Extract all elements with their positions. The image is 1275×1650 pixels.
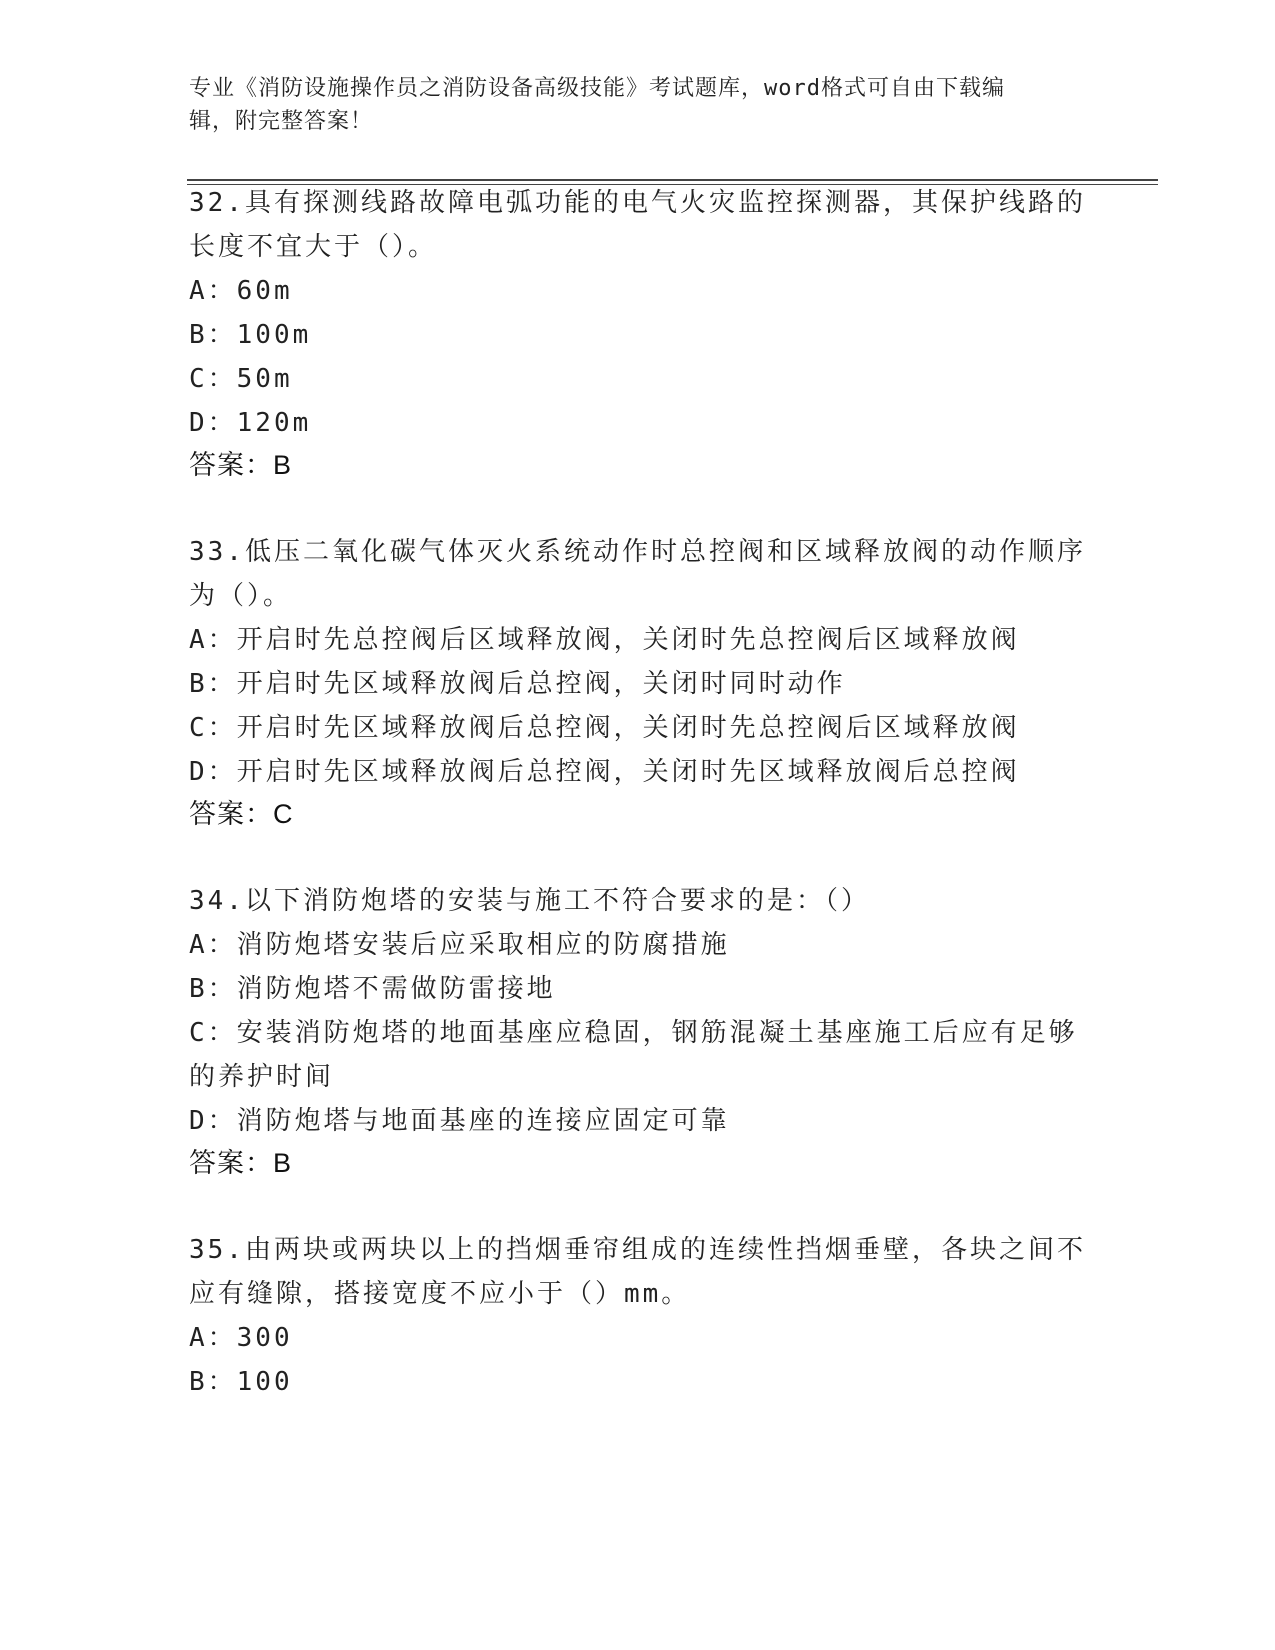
option-a: A：开启时先总控阀后区域释放阀，关闭时先总控阀后区域释放阀	[189, 625, 1020, 655]
option-c-continued: 的养护时间	[189, 1062, 335, 1092]
option-c: C：安装消防炮塔的地面基座应稳固，钢筋混凝土基座施工后应有足够	[189, 1018, 1078, 1048]
option-a: A：消防炮塔安装后应采取相应的防腐措施	[189, 930, 730, 960]
question-stem-line: 33.低压二氧化碳气体灭火系统动作时总控阀和区域释放阀的动作顺序	[189, 537, 1086, 567]
question-stem-line: 应有缝隙，搭接宽度不应小于（）mm。	[189, 1279, 691, 1309]
question-stem-line: 长度不宜大于（）。	[189, 232, 438, 262]
option-d: D：开启时先区域释放阀后总控阀，关闭时先区域释放阀后总控阀	[189, 757, 1020, 787]
option-b: B：开启时先区域释放阀后总控阀，关闭时同时动作	[189, 669, 846, 699]
answer-label: 答案：B	[189, 450, 293, 480]
answer-label: 答案：B	[189, 1148, 293, 1178]
header-divider-thick	[187, 179, 1158, 181]
question-stem-line: 32.具有探测线路故障电弧功能的电气火灾监控探测器，其保护线路的	[189, 188, 1086, 218]
question-stem-line: 为（）。	[189, 581, 293, 611]
option-d: D：消防炮塔与地面基座的连接应固定可靠	[189, 1106, 730, 1136]
option-a: A：300	[189, 1323, 293, 1353]
option-d: D：120m	[189, 408, 312, 438]
header-divider-thin	[187, 184, 1158, 185]
option-b: B：100	[189, 1367, 293, 1397]
option-b: B：消防炮塔不需做防雷接地	[189, 974, 556, 1004]
document-header	[189, 72, 1069, 138]
answer-label: 答案：C	[189, 799, 294, 829]
header-line-2: 辑，附完整答案！	[189, 109, 374, 134]
header-line-1: 专业《消防设施操作员之消防设备高级技能》考试题库，word格式可自由下载编	[189, 76, 1005, 101]
question-stem-line: 35.由两块或两块以上的挡烟垂帘组成的连续性挡烟垂壁，各块之间不	[189, 1235, 1086, 1265]
option-c: C：开启时先区域释放阀后总控阀，关闭时先总控阀后区域释放阀	[189, 713, 1020, 743]
option-c: C：50m	[189, 364, 293, 394]
option-b: B：100m	[189, 320, 312, 350]
option-a: A：60m	[189, 276, 293, 306]
question-stem-line: 34.以下消防炮塔的安装与施工不符合要求的是：（）	[189, 886, 870, 916]
